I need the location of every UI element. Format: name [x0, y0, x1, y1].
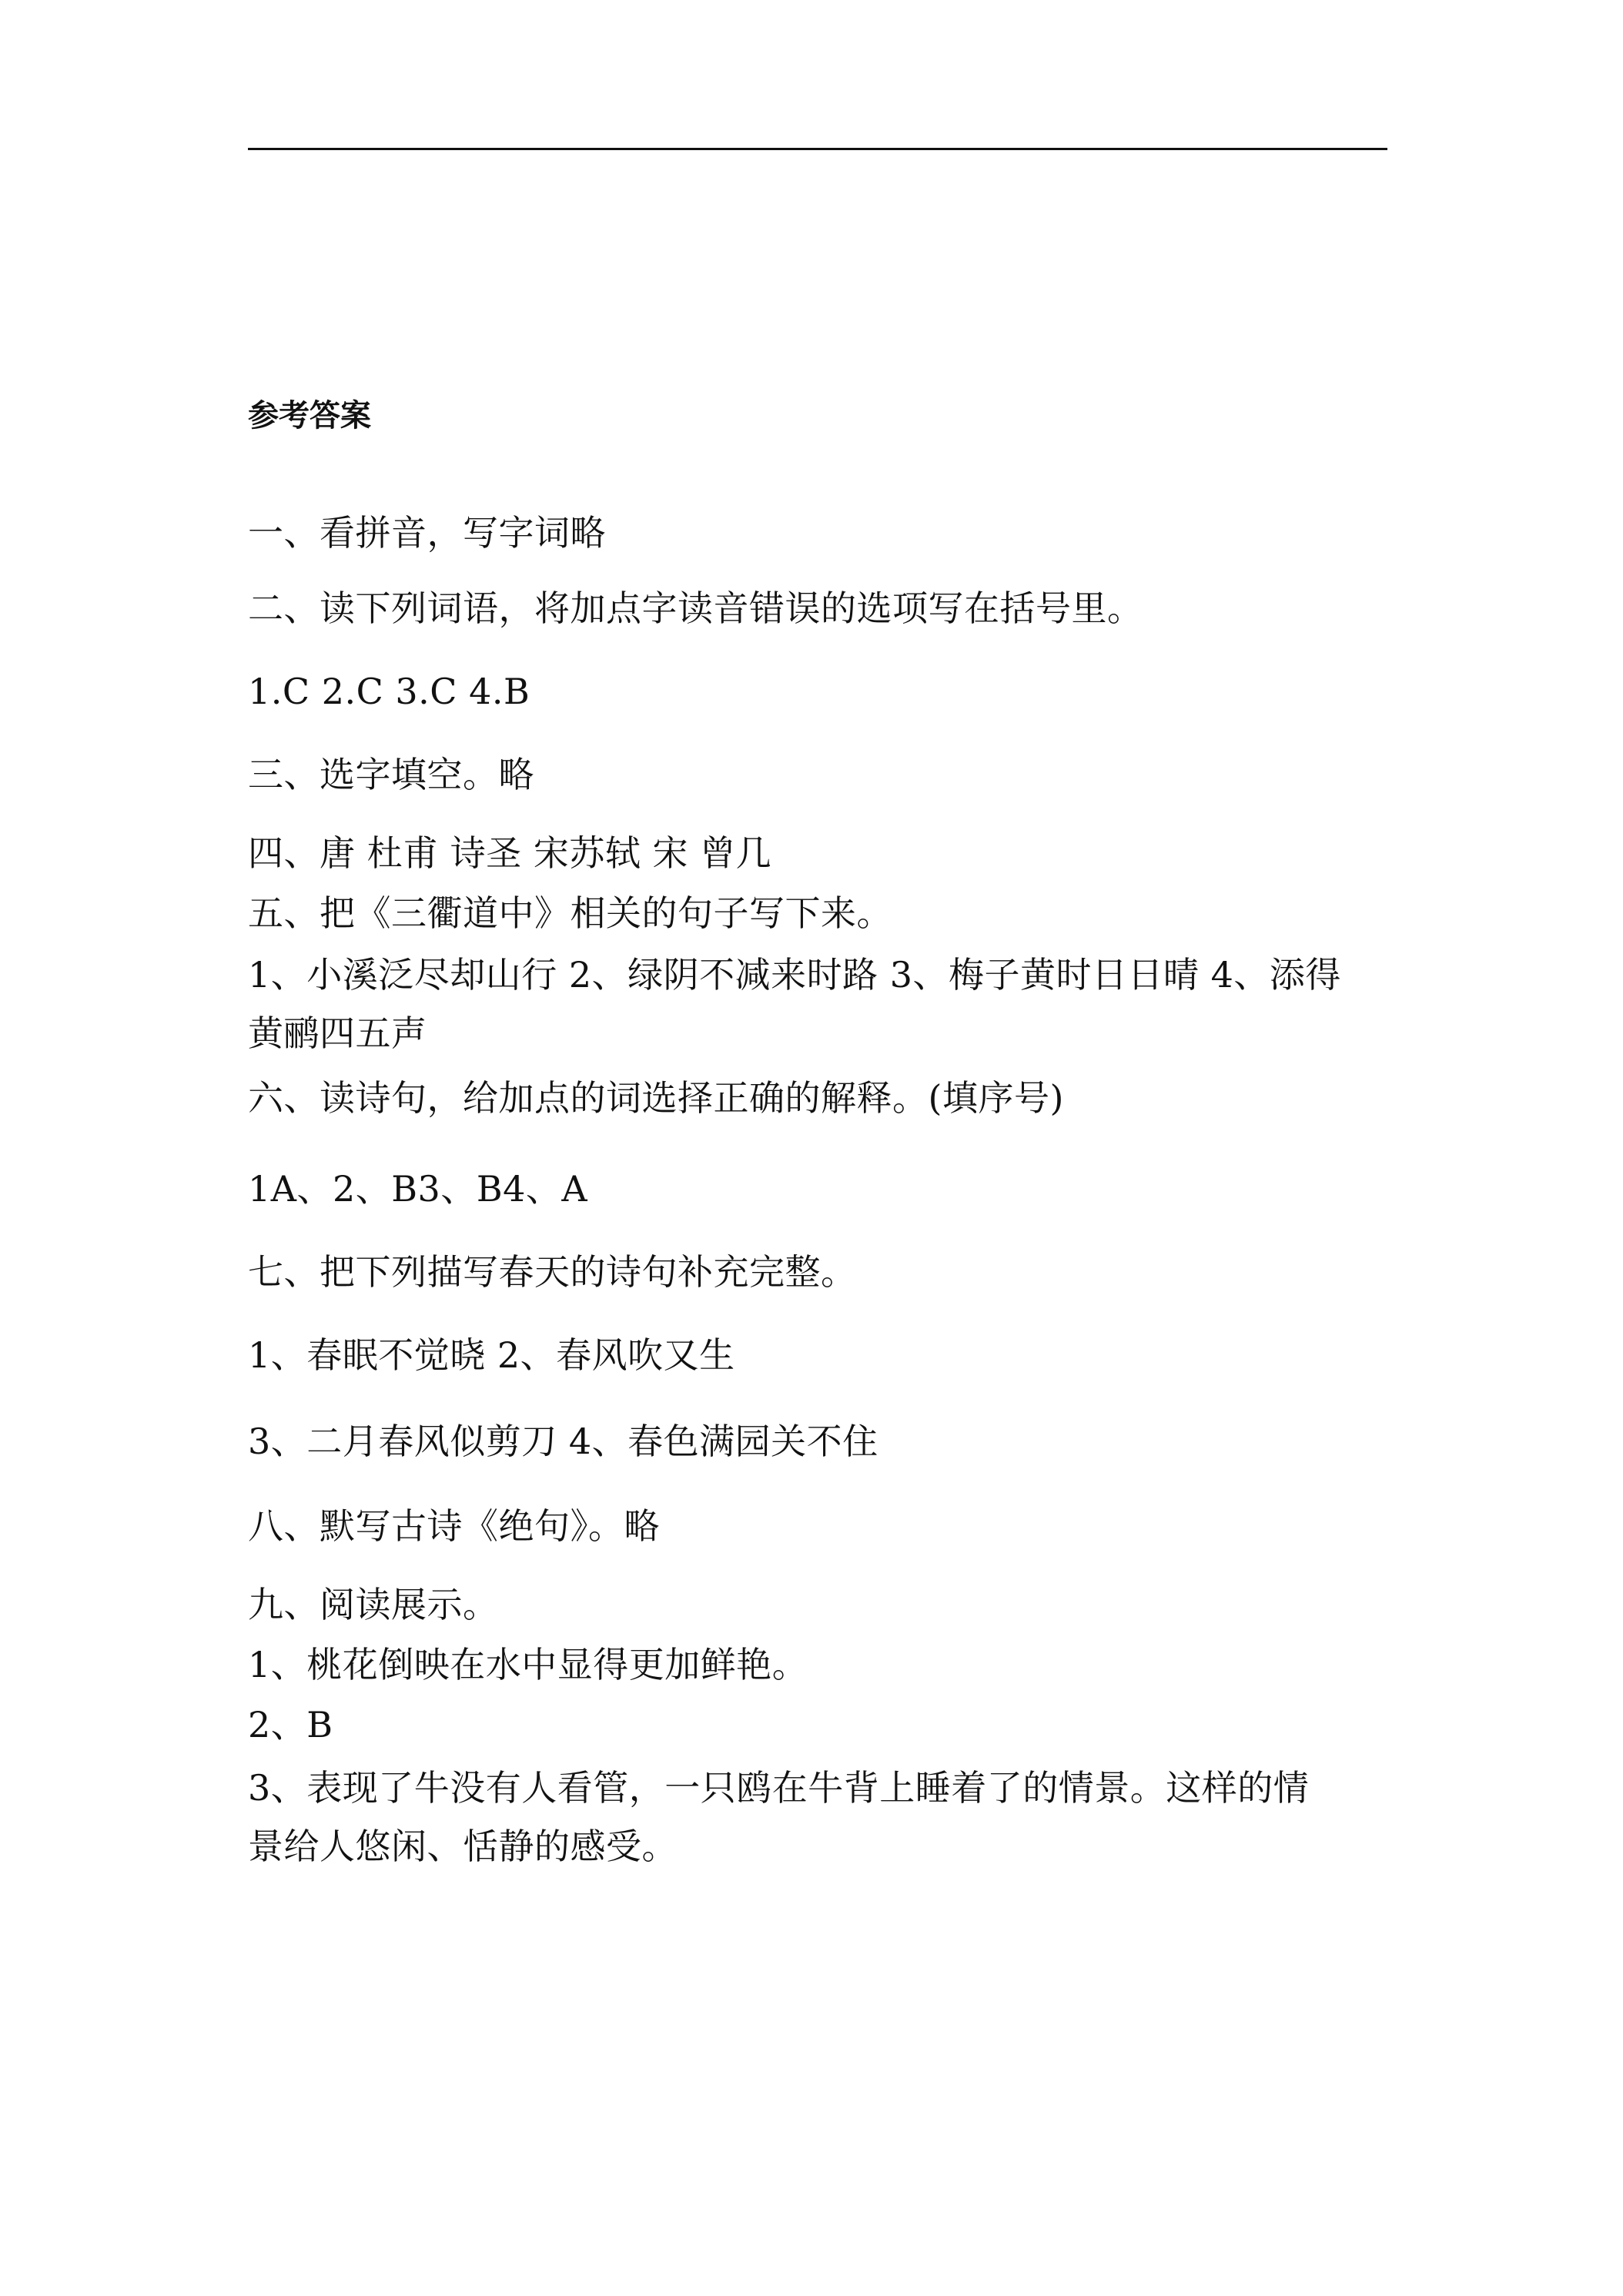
- answer-line: 八、默写古诗《绝句》。略: [248, 1505, 660, 1547]
- answer-line: 景给人悠闲、恬静的感受。: [248, 1826, 678, 1867]
- answer-line: 1、桃花倒映在水中显得更加鲜艳。: [248, 1644, 808, 1685]
- answer-line: 五、把《三衢道中》相关的句子写下来。: [248, 892, 892, 934]
- answer-line: 1、小溪泛尽却山行 2、绿阴不减来时路 3、梅子黄时日日晴 4、添得: [248, 954, 1341, 996]
- header-rule: [248, 148, 1387, 150]
- answer-line: 四、唐 杜甫 诗圣 宋苏轼 宋 曾几: [248, 832, 772, 874]
- answer-line: 三、选字填空。略: [248, 754, 534, 795]
- answer-line: 九、阅读展示。: [248, 1584, 499, 1625]
- answer-line: 2、B: [248, 1704, 333, 1745]
- answer-line: 1.C 2.C 3.C 4.B: [248, 671, 530, 712]
- answer-line: 1、春眠不觉晓 2、春风吹又生: [248, 1334, 735, 1376]
- answer-line: 六、读诗句，给加点的词选择正确的解释。(填序号): [248, 1077, 1064, 1119]
- answer-line: 一、看拼音，写字词略: [248, 512, 606, 554]
- answer-line: 3、表现了牛没有人看管，一只鸥在牛背上睡着了的情景。这样的情: [248, 1767, 1310, 1809]
- answer-line: 黄鹂四五声: [248, 1012, 427, 1054]
- answer-line: 七、把下列描写春天的诗句补充完整。: [248, 1251, 857, 1293]
- answer-line: 3、二月春风似剪刀 4、春色满园关不住: [248, 1421, 878, 1462]
- page-title: 参考答案: [248, 397, 371, 433]
- answer-line: 二、读下列词语，将加点字读音错误的选项写在括号里。: [248, 587, 1143, 629]
- answer-line: 1A、2、B3、B4、A: [248, 1168, 588, 1210]
